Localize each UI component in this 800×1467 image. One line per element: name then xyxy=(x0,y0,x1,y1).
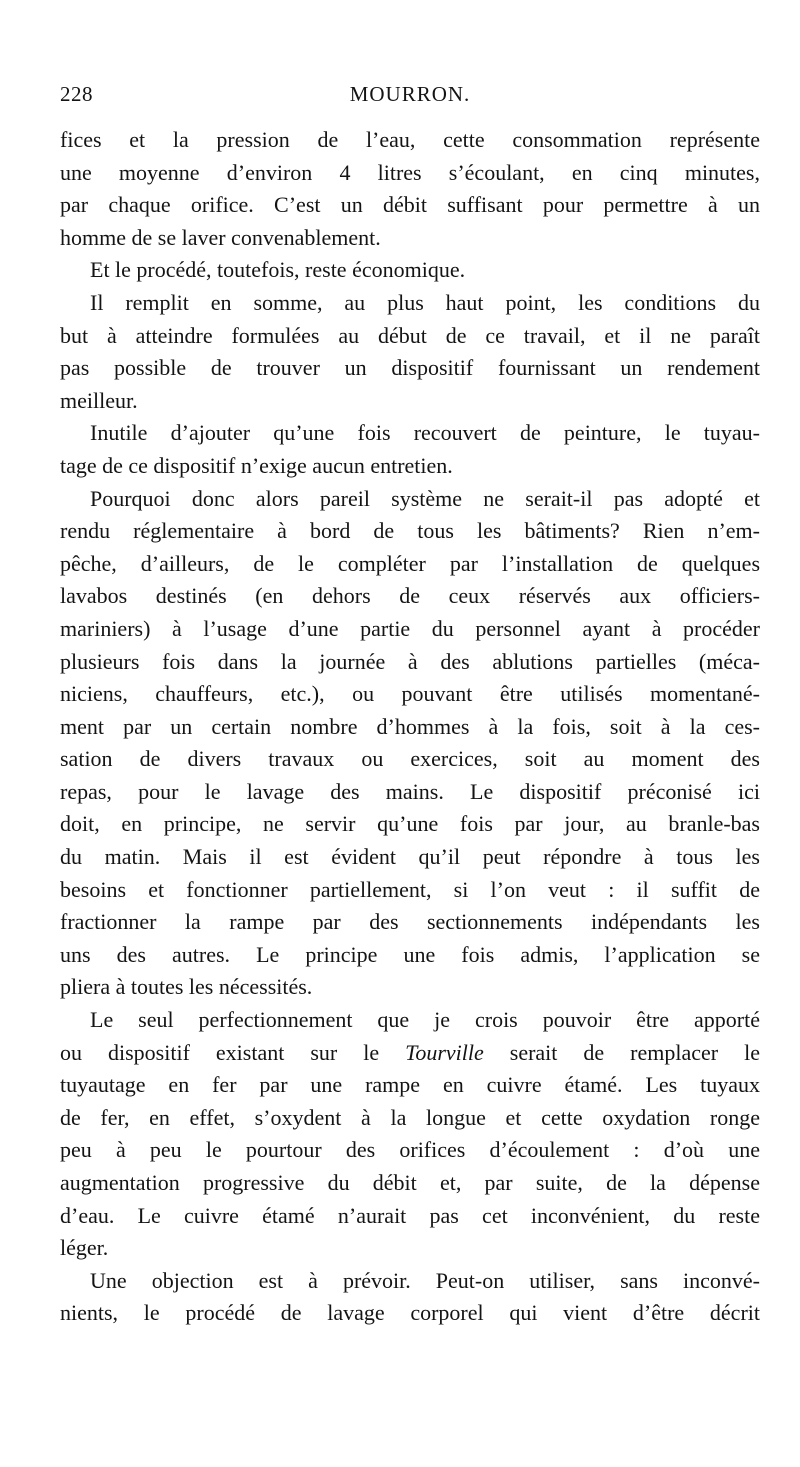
text-line: repas, pour le lavage des mains. Le dispositif préconisé ici xyxy=(60,778,760,804)
text-line: Et le procédé, toutefois, reste économique. xyxy=(90,257,466,283)
text-line: but à atteindre formulées au début de ce travail, et il ne paraît xyxy=(60,322,760,348)
text-line: rendu réglementaire à bord de tous les bâtiments? Rien n’em- xyxy=(60,518,760,544)
text-line: Le seul perfectionnement que je crois pouvoir être apporté xyxy=(90,1007,760,1033)
page-number: 228 xyxy=(60,82,93,106)
text-line: ment par un certain nombre d’hommes à la fois, soit à la ces- xyxy=(60,713,760,739)
text-line: mariniers) à l’usage d’une partie du personnel ayant à procéder xyxy=(60,615,760,641)
page-header xyxy=(60,82,760,114)
body-text xyxy=(60,124,760,1330)
text-line: du matin. Mais il est évident qu’il peut répondre à tous les xyxy=(60,844,760,870)
text-line: fractionner la rampe par des sectionnements indépendants les xyxy=(60,909,760,935)
text-line: plusieurs fois dans la journée à des ablutions partielles (méca- xyxy=(60,648,760,674)
text-line: pliera à toutes les nécessités. xyxy=(60,974,313,1000)
text-line: lavabos destinés (en dehors de ceux réservés aux officiers- xyxy=(60,583,760,609)
text-line: Il remplit en somme, au plus haut point, les conditions du xyxy=(90,289,760,315)
text-line: meilleur. xyxy=(60,387,138,413)
text-line: fices et la pression de l’eau, cette consommation représente xyxy=(60,127,760,152)
text-line: nients, le procédé de lavage corporel qui vient d’être décrit xyxy=(60,1300,760,1326)
text-line: pêche, d’ailleurs, de le compléter par l’installation de quelques xyxy=(60,550,760,576)
text-line: augmentation progressive du débit et, par suite, de la dépense xyxy=(60,1170,760,1195)
text-line: uns des autres. Le principe une fois admis, l’application se xyxy=(60,941,760,967)
running-title: MOURRON. xyxy=(349,82,471,106)
text-line: pas possible de trouver un dispositif fournissant un rendement xyxy=(60,355,760,381)
text-line: besoins et fonctionner partiellement, si l’on veut : il suffit de xyxy=(60,876,760,902)
text-line: sation de divers travaux ou exercices, soit au moment des xyxy=(60,746,760,772)
text-line: Pourquoi donc alors pareil système ne serait-il pas adopté et xyxy=(90,485,760,511)
text-line: niciens, chauffeurs, etc.), ou pouvant être utilisés momentané- xyxy=(60,681,760,707)
text-line: Une objection est à prévoir. Peut-on utiliser, sans inconvé- xyxy=(90,1267,760,1293)
text-line: léger. xyxy=(60,1235,109,1261)
ship-name: Tourville xyxy=(405,1039,484,1065)
text-line: peu à peu le pourtour des orifices d’écoulement : d’où une xyxy=(60,1137,760,1163)
text-line: homme de se laver convenablement. xyxy=(60,224,381,250)
text-line: une moyenne d’environ 4 litres s’écoulant, en cinq minutes, xyxy=(60,159,760,185)
text-line: Inutile d’ajouter qu’une fois recouvert de peinture, le tuyau- xyxy=(90,420,760,446)
text-line: d’eau. Le cuivre étamé n’aurait pas cet inconvénient, du reste xyxy=(60,1202,760,1228)
text-line: par chaque orifice. C’est un débit suffisant pour permettre à un xyxy=(60,192,760,218)
text-line: doit, en principe, ne servir qu’une fois par jour, au branle-bas xyxy=(60,811,760,837)
text-line: tage de ce dispositif n’exige aucun entretien. xyxy=(60,452,453,478)
text-line: ou dispositif existant sur le Tourville serait de remplacer le xyxy=(60,1039,760,1065)
text-line: de fer, en effet, s’oxydent à la longue et cette oxydation ronge xyxy=(60,1104,760,1130)
text-line: tuyautage en fer par une rampe en cuivre étamé. Les tuyaux xyxy=(60,1072,760,1098)
